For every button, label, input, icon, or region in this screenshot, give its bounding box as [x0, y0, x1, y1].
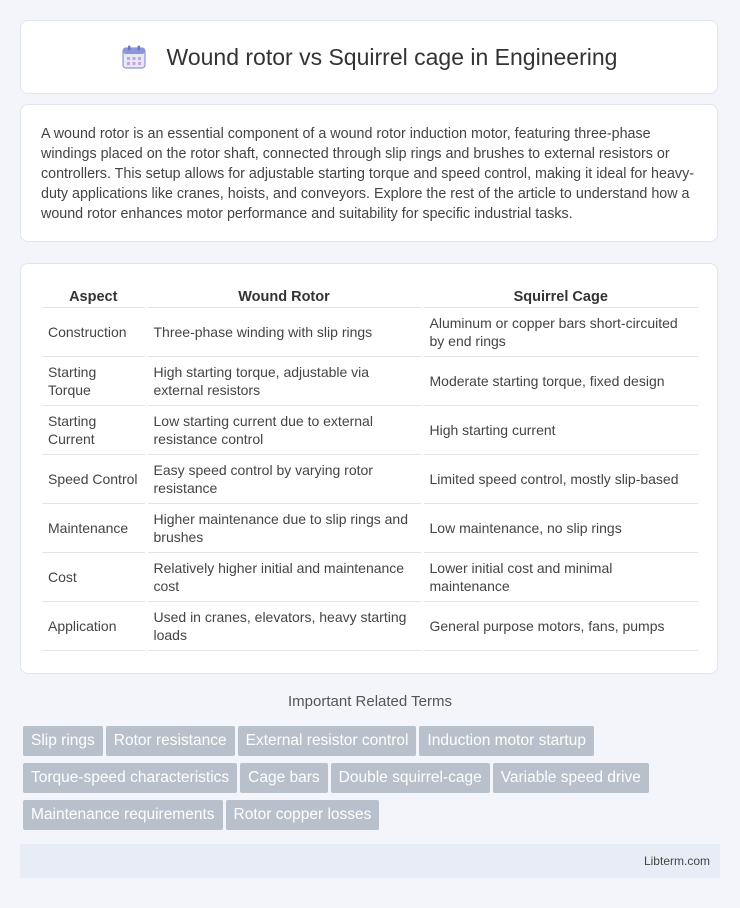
- squirrel-cage-cell: Limited speed control, mostly slip-based: [422, 455, 698, 504]
- squirrel-cage-cell: Low maintenance, no slip rings: [422, 504, 698, 553]
- tag-slip-rings[interactable]: Slip rings: [23, 726, 103, 756]
- tag-rotor-resistance[interactable]: Rotor resistance: [106, 726, 235, 756]
- aspect-cell: Cost: [42, 553, 146, 602]
- tag-induction-motor-startup[interactable]: Induction motor startup: [419, 726, 594, 756]
- table-row: [42, 553, 698, 602]
- wound-rotor-cell: Used in cranes, elevators, heavy starting loads: [146, 602, 422, 651]
- squirrel-cage-cell: Lower initial cost and minimal maintenance: [422, 553, 698, 602]
- footer-brand-link[interactable]: Libterm.com: [643, 854, 710, 868]
- aspect-cell: Construction: [42, 308, 146, 357]
- tag-rotor-copper-losses[interactable]: Rotor copper losses: [226, 800, 380, 830]
- tag-torque-speed-characteristics[interactable]: Torque-speed characteristics: [23, 763, 237, 793]
- footer: [20, 844, 720, 878]
- tag-double-squirrel-cage[interactable]: Double squirrel-cage: [331, 763, 490, 793]
- table-row: [42, 504, 698, 553]
- wound-rotor-cell: Relatively higher initial and maintenance cost: [146, 553, 422, 602]
- aspect-cell: Starting Torque: [42, 357, 146, 406]
- header-squirrel-cage: Squirrel Cage: [422, 286, 698, 308]
- tag-variable-speed-drive[interactable]: Variable speed drive: [493, 763, 649, 793]
- comparison-card: [20, 263, 718, 674]
- wound-rotor-cell: Three-phase winding with slip rings: [146, 308, 422, 357]
- aspect-cell: Application: [42, 602, 146, 651]
- calendar-icon: [121, 44, 147, 70]
- comparison-table: [42, 286, 698, 651]
- table-row: [42, 455, 698, 504]
- aspect-cell: Starting Current: [42, 406, 146, 455]
- wound-rotor-cell: High starting torque, adjustable via external resistors: [146, 357, 422, 406]
- squirrel-cage-cell: Moderate starting torque, fixed design: [422, 357, 698, 406]
- title-card: [20, 20, 718, 94]
- tag-cage-bars[interactable]: Cage bars: [240, 763, 328, 793]
- table-row: [42, 602, 698, 651]
- related-terms-list: [23, 726, 723, 837]
- aspect-cell: Maintenance: [42, 504, 146, 553]
- tag-maintenance-requirements[interactable]: Maintenance requirements: [23, 800, 223, 830]
- header-wound-rotor: Wound Rotor: [146, 286, 422, 308]
- table-row: [42, 406, 698, 455]
- intro-text: A wound rotor is an essential component of a wound rotor induction motor, featuring three-phase windings placed on the rotor shaft, connected through slip rings and brushes to external resistors or controllers. This setup allows for adjustable starting torque and speed control, making it ideal for heavy-duty applications like cranes, hoists, and conveyors. Explore the rest of the article to understand how a wound rotor enhances motor performance and suitability for specific industrial tasks.: [41, 126, 694, 222]
- related-terms-title: Important Related Terms: [288, 693, 452, 710]
- table-header-row: [42, 286, 698, 308]
- wound-rotor-cell: Higher maintenance due to slip rings and brushes: [146, 504, 422, 553]
- squirrel-cage-cell: General purpose motors, fans, pumps: [422, 602, 698, 651]
- wound-rotor-cell: Easy speed control by varying rotor resistance: [146, 455, 422, 504]
- page-title: Wound rotor vs Squirrel cage in Engineering: [166, 43, 618, 70]
- table-row: [42, 357, 698, 406]
- intro-card: [20, 104, 718, 242]
- wound-rotor-cell: Low starting current due to external resistance control: [146, 406, 422, 455]
- tag-external-resistor-control[interactable]: External resistor control: [238, 726, 417, 756]
- squirrel-cage-cell: Aluminum or copper bars short-circuited by end rings: [422, 308, 698, 357]
- header-aspect: Aspect: [42, 286, 146, 308]
- squirrel-cage-cell: High starting current: [422, 406, 698, 455]
- aspect-cell: Speed Control: [42, 455, 146, 504]
- table-row: [42, 308, 698, 357]
